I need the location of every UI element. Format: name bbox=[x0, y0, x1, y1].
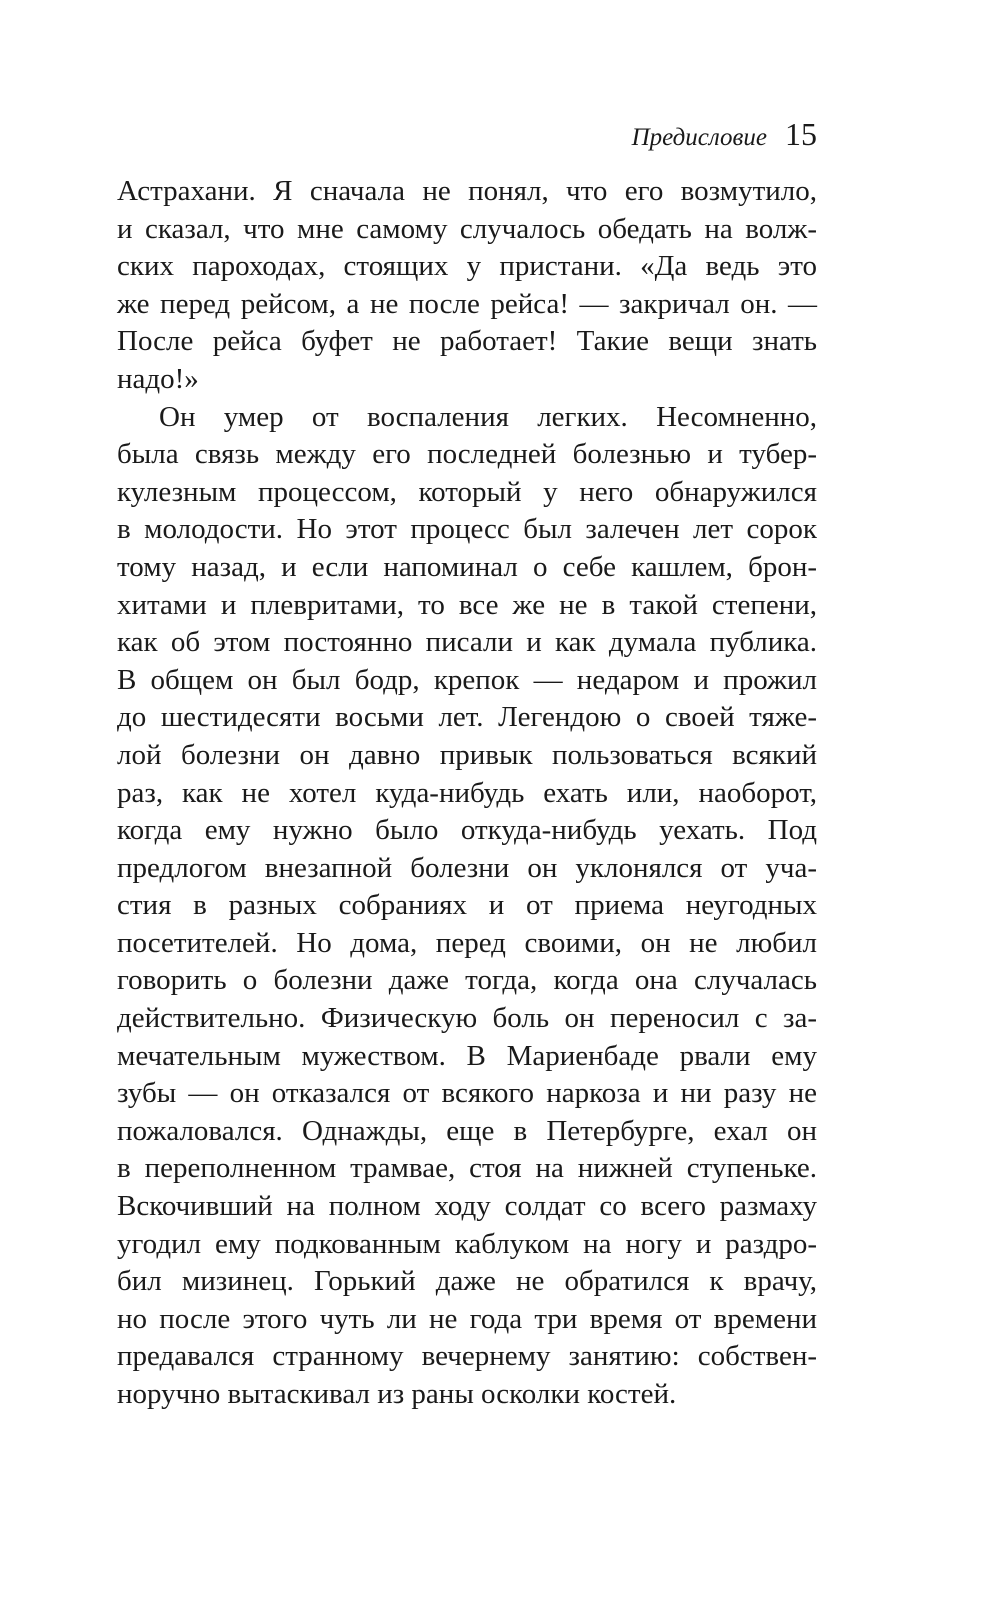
text-line: когда ему нужно было откуда-нибудь уехать. Под bbox=[117, 814, 817, 847]
body-text bbox=[117, 173, 817, 1414]
text-line: тому назад, и если напоминал о себе кашлем, брон- bbox=[117, 550, 817, 583]
text-line: предавался странному вечернему занятию: собствен- bbox=[117, 1340, 817, 1373]
text-line: и сказал, что мне самому случалось обедать на волж- bbox=[117, 212, 817, 245]
paragraph bbox=[117, 399, 817, 1414]
text-line: хитами и плевритами, то все же не в такой степени, bbox=[117, 588, 817, 621]
text-line: После рейса буфет не работает! Такие вещи знать bbox=[117, 325, 817, 358]
text-line: но после этого чуть ли не года три время от времени bbox=[117, 1302, 817, 1335]
text-line: как об этом постоянно писали и как думала публика. bbox=[117, 626, 817, 659]
text-line: норучно вытаскивал из раны осколки костей. bbox=[117, 1378, 677, 1410]
text-line: угодил ему подкованным каблуком на ногу и раздро- bbox=[117, 1227, 817, 1260]
text-line: пожаловался. Однажды, еще в Петербурге, ехал он bbox=[117, 1114, 817, 1147]
text-line: кулезным процессом, который у него обнаружился bbox=[117, 475, 817, 508]
text-line: надо!» bbox=[117, 362, 199, 395]
text-line: Вскочивший на полном ходу солдат со всего размаху bbox=[117, 1190, 817, 1223]
text-line: предлогом внезапной болезни он уклонялся от уча- bbox=[117, 851, 817, 884]
text-line: мечательным мужеством. В Мариенбаде рвали ему bbox=[117, 1039, 817, 1072]
text-line: говорить о болезни даже тогда, когда она случалась bbox=[117, 964, 817, 997]
text-line: же перед рейсом, а не после рейса! — закричал он. — bbox=[117, 287, 817, 320]
text-line: посетителей. Но дома, перед своими, он не любил bbox=[117, 926, 817, 959]
text-line: действительно. Физическую боль он переносил с за- bbox=[117, 1002, 817, 1035]
text-line: раз, как не хотел куда-нибудь ехать или, наоборот, bbox=[117, 776, 817, 809]
text-line: бил мизинец. Горький даже не обратился к врачу, bbox=[117, 1265, 817, 1298]
text-line: в переполненном трамвае, стоя на нижней ступеньке. bbox=[117, 1152, 817, 1185]
text-line: Он умер от воспаления легких. Несомненно, bbox=[159, 400, 817, 433]
running-head bbox=[632, 116, 817, 153]
text-line: в молодости. Но этот процесс был залечен лет сорок bbox=[117, 513, 817, 546]
paragraph bbox=[117, 173, 817, 399]
text-line: Астрахани. Я сначала не понял, что его возмутило, bbox=[117, 175, 817, 207]
text-line: зубы — он отказался от всякого наркоза и ни разу не bbox=[117, 1077, 817, 1110]
text-line: до шестидесяти восьми лет. Легендою о своей тяже- bbox=[117, 701, 817, 734]
text-line: лой болезни он давно привык пользоваться всякий bbox=[117, 738, 817, 771]
section-title: Предисловие bbox=[631, 124, 767, 151]
page-number: 15 bbox=[785, 116, 817, 152]
text-line: стия в разных собраниях и от приема неугодных bbox=[117, 889, 817, 922]
text-line: В общем он был бодр, крепок — недаром и прожил bbox=[117, 663, 817, 696]
text-line: была связь между его последней болезнью и тубер- bbox=[117, 438, 817, 471]
text-line: ских пароходах, стоящих у пристани. «Да ведь это bbox=[117, 250, 817, 283]
